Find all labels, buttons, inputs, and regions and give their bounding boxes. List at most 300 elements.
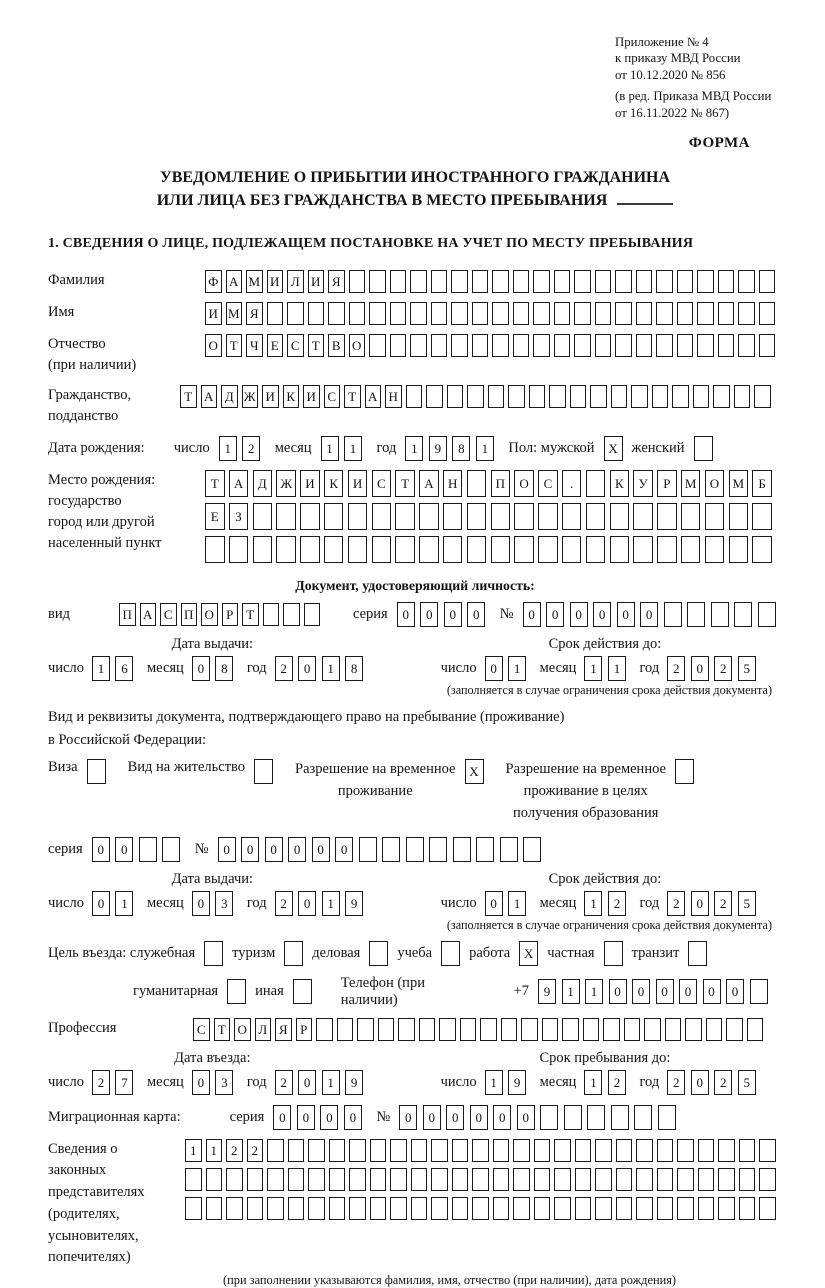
grid-cell[interactable] xyxy=(586,470,606,497)
grid-cell[interactable] xyxy=(227,979,246,1004)
grid-cell[interactable] xyxy=(370,1139,387,1162)
grid-cell[interactable] xyxy=(603,1018,620,1041)
grid-cell[interactable] xyxy=(369,270,386,293)
grid-cell[interactable]: 0 xyxy=(335,837,353,862)
grid-cell[interactable]: 1 xyxy=(508,656,526,681)
birth-day-input[interactable] xyxy=(219,436,266,461)
grid-cell[interactable] xyxy=(276,503,296,530)
grid-cell[interactable]: 0 xyxy=(218,837,236,862)
grid-cell[interactable]: 0 xyxy=(446,1105,464,1130)
grid-cell[interactable] xyxy=(431,270,448,293)
grid-cell[interactable]: 0 xyxy=(423,1105,441,1130)
grid-cell[interactable]: X xyxy=(465,759,484,784)
doc-number-input[interactable] xyxy=(523,602,782,627)
grid-cell[interactable] xyxy=(185,1168,202,1191)
grid-cell[interactable] xyxy=(677,1197,694,1220)
grid-cell[interactable]: А xyxy=(229,470,249,497)
grid-cell[interactable] xyxy=(759,1139,776,1162)
entry-day-input[interactable] xyxy=(92,1070,139,1095)
residence-permit-checkbox[interactable] xyxy=(254,759,273,784)
grid-cell[interactable]: 0 xyxy=(92,891,110,916)
grid-cell[interactable] xyxy=(718,1168,735,1191)
grid-cell[interactable] xyxy=(205,536,225,563)
grid-cell[interactable] xyxy=(677,270,694,293)
grid-cell[interactable]: 0 xyxy=(726,979,744,1004)
grid-cell[interactable]: 0 xyxy=(485,891,503,916)
grid-cell[interactable] xyxy=(694,436,713,461)
grid-cell[interactable] xyxy=(513,1168,530,1191)
grid-cell[interactable] xyxy=(229,536,249,563)
grid-cell[interactable] xyxy=(611,385,628,408)
grid-cell[interactable]: Е xyxy=(267,334,284,357)
grid-cell[interactable] xyxy=(693,385,710,408)
grid-cell[interactable] xyxy=(349,1139,366,1162)
grid-cell[interactable]: Ч xyxy=(246,334,263,357)
grid-cell[interactable]: 0 xyxy=(691,656,709,681)
grid-cell[interactable] xyxy=(300,536,320,563)
grid-cell[interactable]: Т xyxy=(205,470,225,497)
grid-cell[interactable] xyxy=(595,270,612,293)
grid-cell[interactable] xyxy=(460,1018,477,1041)
grid-cell[interactable] xyxy=(308,1168,325,1191)
grid-cell[interactable]: 0 xyxy=(320,1105,338,1130)
grid-cell[interactable]: К xyxy=(610,470,630,497)
grid-cell[interactable]: О xyxy=(514,470,534,497)
grid-cell[interactable] xyxy=(595,1197,612,1220)
doc-valid-month-input[interactable] xyxy=(584,656,631,681)
guardians-input-3[interactable] xyxy=(185,1197,780,1220)
grid-cell[interactable] xyxy=(349,270,366,293)
grid-cell[interactable] xyxy=(395,503,415,530)
grid-cell[interactable] xyxy=(554,1197,571,1220)
grid-cell[interactable]: 2 xyxy=(667,1070,685,1095)
temp-residence-option[interactable] xyxy=(295,759,483,803)
grid-cell[interactable] xyxy=(656,270,673,293)
grid-cell[interactable] xyxy=(564,1105,582,1130)
grid-cell[interactable]: Р xyxy=(296,1018,313,1041)
grid-cell[interactable] xyxy=(590,385,607,408)
grid-cell[interactable] xyxy=(348,536,368,563)
grid-cell[interactable] xyxy=(472,1139,489,1162)
grid-cell[interactable] xyxy=(329,1168,346,1191)
grid-cell[interactable] xyxy=(447,385,464,408)
grid-cell[interactable]: Е xyxy=(205,503,225,530)
grid-cell[interactable] xyxy=(636,1197,653,1220)
given-name-input[interactable] xyxy=(205,302,779,325)
grid-cell[interactable] xyxy=(453,837,471,862)
grid-cell[interactable]: 0 xyxy=(420,602,438,627)
grid-cell[interactable] xyxy=(734,385,751,408)
grid-cell[interactable] xyxy=(677,1168,694,1191)
grid-cell[interactable]: 1 xyxy=(322,891,340,916)
grid-cell[interactable] xyxy=(644,1018,661,1041)
grid-cell[interactable] xyxy=(718,334,735,357)
grid-cell[interactable] xyxy=(372,536,392,563)
grid-cell[interactable] xyxy=(759,270,776,293)
grid-cell[interactable] xyxy=(139,837,157,862)
grid-cell[interactable]: Т xyxy=(242,603,259,626)
grid-cell[interactable]: 2 xyxy=(667,891,685,916)
grid-cell[interactable] xyxy=(452,1168,469,1191)
grid-cell[interactable] xyxy=(739,1168,756,1191)
grid-cell[interactable] xyxy=(378,1018,395,1041)
grid-cell[interactable] xyxy=(472,1168,489,1191)
purpose-tourism-checkbox[interactable] xyxy=(284,941,303,966)
grid-cell[interactable]: 1 xyxy=(584,656,602,681)
grid-cell[interactable] xyxy=(706,1018,723,1041)
grid-cell[interactable]: И xyxy=(300,470,320,497)
grid-cell[interactable] xyxy=(698,1139,715,1162)
grid-cell[interactable] xyxy=(657,1197,674,1220)
grid-cell[interactable] xyxy=(542,1018,559,1041)
grid-cell[interactable]: М xyxy=(226,302,243,325)
grid-cell[interactable] xyxy=(677,334,694,357)
grid-cell[interactable] xyxy=(604,941,623,966)
grid-cell[interactable] xyxy=(595,302,612,325)
grid-cell[interactable]: Т xyxy=(308,334,325,357)
grid-cell[interactable] xyxy=(636,1139,653,1162)
grid-cell[interactable] xyxy=(718,270,735,293)
grid-cell[interactable]: 0 xyxy=(298,891,316,916)
grid-cell[interactable] xyxy=(687,602,705,627)
doc-series-input[interactable] xyxy=(397,602,491,627)
grid-cell[interactable] xyxy=(284,941,303,966)
purpose-other-checkbox[interactable] xyxy=(293,979,312,1004)
grid-cell[interactable] xyxy=(611,1105,629,1130)
grid-cell[interactable]: 2 xyxy=(92,1070,110,1095)
grid-cell[interactable] xyxy=(595,1139,612,1162)
surname-input[interactable] xyxy=(205,270,779,293)
grid-cell[interactable] xyxy=(253,503,273,530)
grid-cell[interactable] xyxy=(529,385,546,408)
grid-cell[interactable] xyxy=(508,385,525,408)
grid-cell[interactable] xyxy=(451,334,468,357)
grid-cell[interactable] xyxy=(439,1018,456,1041)
stay-day-input[interactable] xyxy=(485,1070,532,1095)
grid-cell[interactable] xyxy=(657,1168,674,1191)
grid-cell[interactable] xyxy=(304,603,321,626)
grid-cell[interactable] xyxy=(570,385,587,408)
grid-cell[interactable] xyxy=(750,979,768,1004)
grid-cell[interactable]: 0 xyxy=(467,602,485,627)
grid-cell[interactable] xyxy=(575,1197,592,1220)
grid-cell[interactable] xyxy=(493,1139,510,1162)
grid-cell[interactable]: У xyxy=(633,470,653,497)
grid-cell[interactable] xyxy=(283,603,300,626)
grid-cell[interactable] xyxy=(739,1197,756,1220)
grid-cell[interactable]: 0 xyxy=(523,602,541,627)
grid-cell[interactable]: 1 xyxy=(344,436,362,461)
grid-cell[interactable] xyxy=(276,536,296,563)
grid-cell[interactable]: 0 xyxy=(485,656,503,681)
grid-cell[interactable] xyxy=(390,334,407,357)
grid-cell[interactable] xyxy=(369,334,386,357)
grid-cell[interactable]: 1 xyxy=(584,891,602,916)
grid-cell[interactable]: 0 xyxy=(546,602,564,627)
patronymic-input[interactable] xyxy=(205,334,779,357)
grid-cell[interactable] xyxy=(657,1139,674,1162)
grid-cell[interactable] xyxy=(267,1139,284,1162)
grid-cell[interactable] xyxy=(631,385,648,408)
grid-cell[interactable] xyxy=(226,1168,243,1191)
purpose-humanitarian-checkbox[interactable] xyxy=(227,979,246,1004)
grid-cell[interactable]: 0 xyxy=(679,979,697,1004)
grid-cell[interactable]: 3 xyxy=(215,1070,233,1095)
grid-cell[interactable] xyxy=(263,603,280,626)
grid-cell[interactable]: 1 xyxy=(321,436,339,461)
grid-cell[interactable]: Ф xyxy=(205,270,222,293)
grid-cell[interactable] xyxy=(658,1105,676,1130)
grid-cell[interactable]: К xyxy=(283,385,300,408)
res-number-input[interactable] xyxy=(218,837,547,862)
grid-cell[interactable] xyxy=(390,1139,407,1162)
grid-cell[interactable] xyxy=(349,1197,366,1220)
grid-cell[interactable] xyxy=(574,270,591,293)
grid-cell[interactable] xyxy=(452,1197,469,1220)
grid-cell[interactable]: И xyxy=(262,385,279,408)
grid-cell[interactable] xyxy=(431,302,448,325)
grid-cell[interactable] xyxy=(419,536,439,563)
grid-cell[interactable] xyxy=(615,334,632,357)
grid-cell[interactable] xyxy=(574,302,591,325)
grid-cell[interactable] xyxy=(287,302,304,325)
grid-cell[interactable] xyxy=(410,302,427,325)
grid-cell[interactable]: 9 xyxy=(538,979,556,1004)
grid-cell[interactable]: 2 xyxy=(608,1070,626,1095)
grid-cell[interactable] xyxy=(636,334,653,357)
grid-cell[interactable]: 0 xyxy=(517,1105,535,1130)
grid-cell[interactable] xyxy=(337,1018,354,1041)
grid-cell[interactable] xyxy=(247,1197,264,1220)
grid-cell[interactable] xyxy=(616,1168,633,1191)
grid-cell[interactable] xyxy=(759,1168,776,1191)
grid-cell[interactable] xyxy=(267,1168,284,1191)
grid-cell[interactable] xyxy=(369,302,386,325)
grid-cell[interactable] xyxy=(549,385,566,408)
grid-cell[interactable] xyxy=(513,302,530,325)
grid-cell[interactable]: С xyxy=(324,385,341,408)
grid-cell[interactable] xyxy=(652,385,669,408)
grid-cell[interactable]: Я xyxy=(275,1018,292,1041)
grid-cell[interactable]: З xyxy=(229,503,249,530)
grid-cell[interactable]: 1 xyxy=(322,1070,340,1095)
grid-cell[interactable]: С xyxy=(160,603,177,626)
grid-cell[interactable] xyxy=(734,602,752,627)
grid-cell[interactable]: 9 xyxy=(345,891,363,916)
grid-cell[interactable] xyxy=(656,302,673,325)
grid-cell[interactable]: 8 xyxy=(215,656,233,681)
grid-cell[interactable] xyxy=(398,1018,415,1041)
grid-cell[interactable] xyxy=(452,1139,469,1162)
grid-cell[interactable] xyxy=(162,837,180,862)
grid-cell[interactable] xyxy=(759,302,776,325)
entry-year-input[interactable] xyxy=(275,1070,369,1095)
sex-male-checkbox[interactable] xyxy=(604,436,623,461)
grid-cell[interactable]: Т xyxy=(395,470,415,497)
grid-cell[interactable] xyxy=(534,1197,551,1220)
grid-cell[interactable]: 0 xyxy=(570,602,588,627)
grid-cell[interactable] xyxy=(308,302,325,325)
stay-month-input[interactable] xyxy=(584,1070,631,1095)
grid-cell[interactable]: 0 xyxy=(288,837,306,862)
grid-cell[interactable] xyxy=(574,334,591,357)
grid-cell[interactable] xyxy=(595,334,612,357)
grid-cell[interactable] xyxy=(491,503,511,530)
grid-cell[interactable]: . xyxy=(562,470,582,497)
grid-cell[interactable]: 0 xyxy=(312,837,330,862)
grid-cell[interactable] xyxy=(316,1018,333,1041)
res-valid-month-input[interactable] xyxy=(584,891,631,916)
grid-cell[interactable]: 0 xyxy=(192,891,210,916)
grid-cell[interactable] xyxy=(308,1139,325,1162)
grid-cell[interactable] xyxy=(615,302,632,325)
grid-cell[interactable] xyxy=(357,1018,374,1041)
grid-cell[interactable] xyxy=(254,759,273,784)
grid-cell[interactable] xyxy=(677,302,694,325)
grid-cell[interactable] xyxy=(729,536,749,563)
grid-cell[interactable] xyxy=(500,837,518,862)
grid-cell[interactable] xyxy=(348,503,368,530)
grid-cell[interactable]: 1 xyxy=(476,436,494,461)
grid-cell[interactable]: О xyxy=(349,334,366,357)
grid-cell[interactable] xyxy=(431,1197,448,1220)
grid-cell[interactable] xyxy=(657,536,677,563)
grid-cell[interactable]: 2 xyxy=(275,1070,293,1095)
grid-cell[interactable] xyxy=(324,503,344,530)
temp-residence-checkbox[interactable] xyxy=(465,759,484,784)
grid-cell[interactable]: М xyxy=(246,270,263,293)
grid-cell[interactable] xyxy=(419,503,439,530)
grid-cell[interactable] xyxy=(615,270,632,293)
grid-cell[interactable]: И xyxy=(303,385,320,408)
grid-cell[interactable]: 1 xyxy=(219,436,237,461)
grid-cell[interactable]: 0 xyxy=(444,602,462,627)
grid-cell[interactable] xyxy=(206,1168,223,1191)
grid-cell[interactable]: А xyxy=(201,385,218,408)
grid-cell[interactable] xyxy=(672,385,689,408)
grid-cell[interactable] xyxy=(492,302,509,325)
grid-cell[interactable]: 9 xyxy=(508,1070,526,1095)
guardians-input-2[interactable] xyxy=(185,1168,780,1191)
mig-number-input[interactable] xyxy=(399,1105,681,1130)
grid-cell[interactable]: 1 xyxy=(115,891,133,916)
grid-cell[interactable]: П xyxy=(119,603,136,626)
grid-cell[interactable] xyxy=(390,302,407,325)
purpose-transit-checkbox[interactable] xyxy=(688,941,707,966)
grid-cell[interactable]: А xyxy=(140,603,157,626)
grid-cell[interactable] xyxy=(406,837,424,862)
grid-cell[interactable]: О xyxy=(234,1018,251,1041)
grid-cell[interactable]: Н xyxy=(385,385,402,408)
grid-cell[interactable] xyxy=(451,302,468,325)
res-issue-day-input[interactable] xyxy=(92,891,139,916)
guardians-input-1[interactable] xyxy=(185,1139,780,1162)
grid-cell[interactable] xyxy=(328,302,345,325)
grid-cell[interactable]: И xyxy=(267,270,284,293)
doc-valid-day-input[interactable] xyxy=(485,656,532,681)
grid-cell[interactable]: 0 xyxy=(298,1070,316,1095)
grid-cell[interactable]: 1 xyxy=(585,979,603,1004)
grid-cell[interactable]: 0 xyxy=(632,979,650,1004)
grid-cell[interactable]: 2 xyxy=(226,1139,243,1162)
grid-cell[interactable] xyxy=(633,536,653,563)
grid-cell[interactable] xyxy=(329,1139,346,1162)
grid-cell[interactable] xyxy=(359,837,377,862)
grid-cell[interactable] xyxy=(472,1197,489,1220)
grid-cell[interactable]: 0 xyxy=(92,837,110,862)
grid-cell[interactable] xyxy=(488,385,505,408)
grid-cell[interactable]: А xyxy=(226,270,243,293)
grid-cell[interactable]: М xyxy=(681,470,701,497)
grid-cell[interactable] xyxy=(554,334,571,357)
grid-cell[interactable]: Я xyxy=(246,302,263,325)
grid-cell[interactable]: П xyxy=(181,603,198,626)
grid-cell[interactable] xyxy=(747,1018,764,1041)
grid-cell[interactable] xyxy=(726,1018,743,1041)
grid-cell[interactable]: 1 xyxy=(584,1070,602,1095)
grid-cell[interactable]: 2 xyxy=(608,891,626,916)
grid-cell[interactable]: 0 xyxy=(298,656,316,681)
grid-cell[interactable] xyxy=(705,503,725,530)
grid-cell[interactable] xyxy=(738,270,755,293)
grid-cell[interactable] xyxy=(636,270,653,293)
grid-cell[interactable] xyxy=(759,1197,776,1220)
grid-cell[interactable] xyxy=(204,941,223,966)
grid-cell[interactable] xyxy=(624,1018,641,1041)
grid-cell[interactable] xyxy=(467,503,487,530)
grid-cell[interactable] xyxy=(451,270,468,293)
grid-cell[interactable] xyxy=(533,270,550,293)
grid-cell[interactable] xyxy=(226,1197,243,1220)
grid-cell[interactable] xyxy=(492,270,509,293)
grid-cell[interactable]: Р xyxy=(222,603,239,626)
grid-cell[interactable]: X xyxy=(519,941,538,966)
grid-cell[interactable] xyxy=(538,536,558,563)
grid-cell[interactable] xyxy=(586,503,606,530)
grid-cell[interactable] xyxy=(665,1018,682,1041)
grid-cell[interactable] xyxy=(185,1197,202,1220)
entry-month-input[interactable] xyxy=(192,1070,239,1095)
grid-cell[interactable] xyxy=(293,979,312,1004)
grid-cell[interactable] xyxy=(467,385,484,408)
grid-cell[interactable] xyxy=(538,503,558,530)
grid-cell[interactable] xyxy=(472,270,489,293)
grid-cell[interactable] xyxy=(493,1197,510,1220)
grid-cell[interactable]: С xyxy=(372,470,392,497)
grid-cell[interactable]: Ж xyxy=(276,470,296,497)
res-issue-year-input[interactable] xyxy=(275,891,369,916)
grid-cell[interactable] xyxy=(411,1197,428,1220)
grid-cell[interactable] xyxy=(616,1139,633,1162)
grid-cell[interactable]: Б xyxy=(752,470,772,497)
grid-cell[interactable] xyxy=(369,941,388,966)
grid-cell[interactable]: Л xyxy=(255,1018,272,1041)
grid-cell[interactable] xyxy=(711,602,729,627)
grid-cell[interactable] xyxy=(675,759,694,784)
grid-cell[interactable]: 1 xyxy=(608,656,626,681)
grid-cell[interactable]: 0 xyxy=(399,1105,417,1130)
grid-cell[interactable] xyxy=(587,1105,605,1130)
grid-cell[interactable] xyxy=(562,536,582,563)
grid-cell[interactable] xyxy=(372,503,392,530)
grid-cell[interactable] xyxy=(634,1105,652,1130)
grid-cell[interactable] xyxy=(534,1168,551,1191)
grid-cell[interactable]: К xyxy=(324,470,344,497)
grid-cell[interactable] xyxy=(575,1168,592,1191)
grid-cell[interactable] xyxy=(87,759,106,784)
grid-cell[interactable] xyxy=(411,1168,428,1191)
grid-cell[interactable] xyxy=(410,334,427,357)
